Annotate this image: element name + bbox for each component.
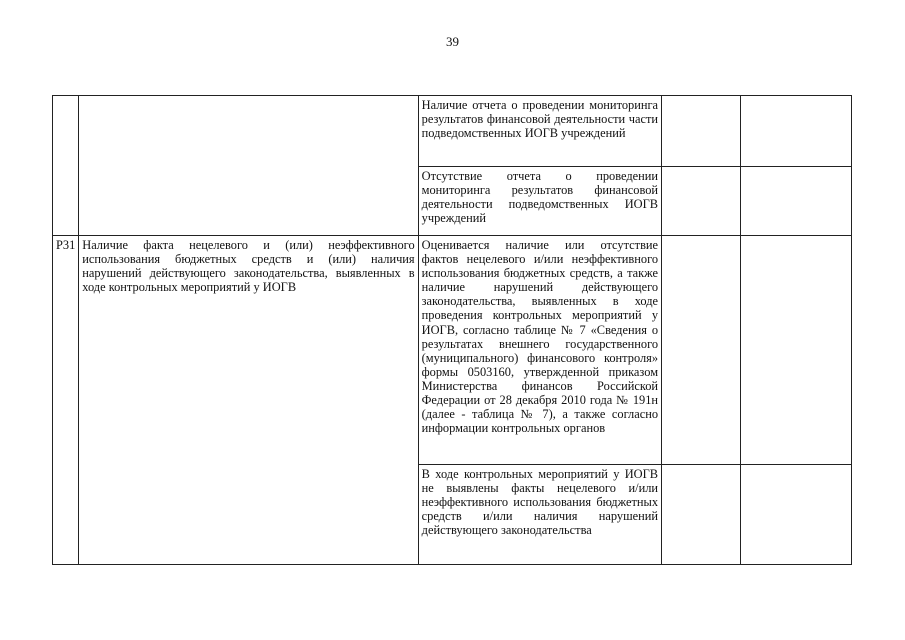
empty-cell xyxy=(662,465,741,565)
indicator-name-cell: Наличие факта нецелевого и (или) неэффективного использования бюджетных средств и (или) наличия нарушений действующего законодательства, выявленных в ходе контрольных мероприятий у ИОГВ xyxy=(79,236,418,565)
criterion-cell: В ходе контрольных мероприятий у ИОГВ не выявлены факты нецелевого и/или неэффективного использования бюджетных средств и/или наличия нарушений действующего законодательства xyxy=(418,465,661,565)
page-number: 39 xyxy=(446,34,459,49)
indicator-code-cell xyxy=(53,96,79,236)
table-row xyxy=(53,236,852,465)
criteria-table xyxy=(52,95,852,565)
criterion-cell: Оценивается наличие или отсутствие фактов нецелевого и/или неэффективного использования бюджетных средств, а также наличие нарушений действующего законодательства, выявленных в ходе проведения контрольных мероприятий у ИОГВ, согласно таблице № 7 «Сведения о результатах внешнего государственного (муниципального) финансового контроля» формы 0503160, утвержденной приказом Министерства финансов Российской Федерации от 28 декабря 2010 года № 191н (далее - таблица № 7), а также согласно информации контрольных органов xyxy=(418,236,661,465)
empty-cell xyxy=(662,167,741,236)
criterion-cell: Наличие отчета о проведении мониторинга результатов финансовой деятельности части подведомственных ИОГВ учреждений xyxy=(418,96,661,167)
empty-cell xyxy=(740,236,851,465)
empty-cell xyxy=(662,96,741,167)
empty-cell xyxy=(740,96,851,167)
indicator-code-cell: Р31 xyxy=(53,236,79,565)
empty-cell xyxy=(740,465,851,565)
indicator-name-cell xyxy=(79,96,418,236)
empty-cell xyxy=(662,236,741,465)
empty-cell xyxy=(740,167,851,236)
criterion-cell: Отсутствие отчета о проведении мониторинга результатов финансовой деятельности подведомственных ИОГВ учреждений xyxy=(418,167,661,236)
table-row xyxy=(53,96,852,167)
